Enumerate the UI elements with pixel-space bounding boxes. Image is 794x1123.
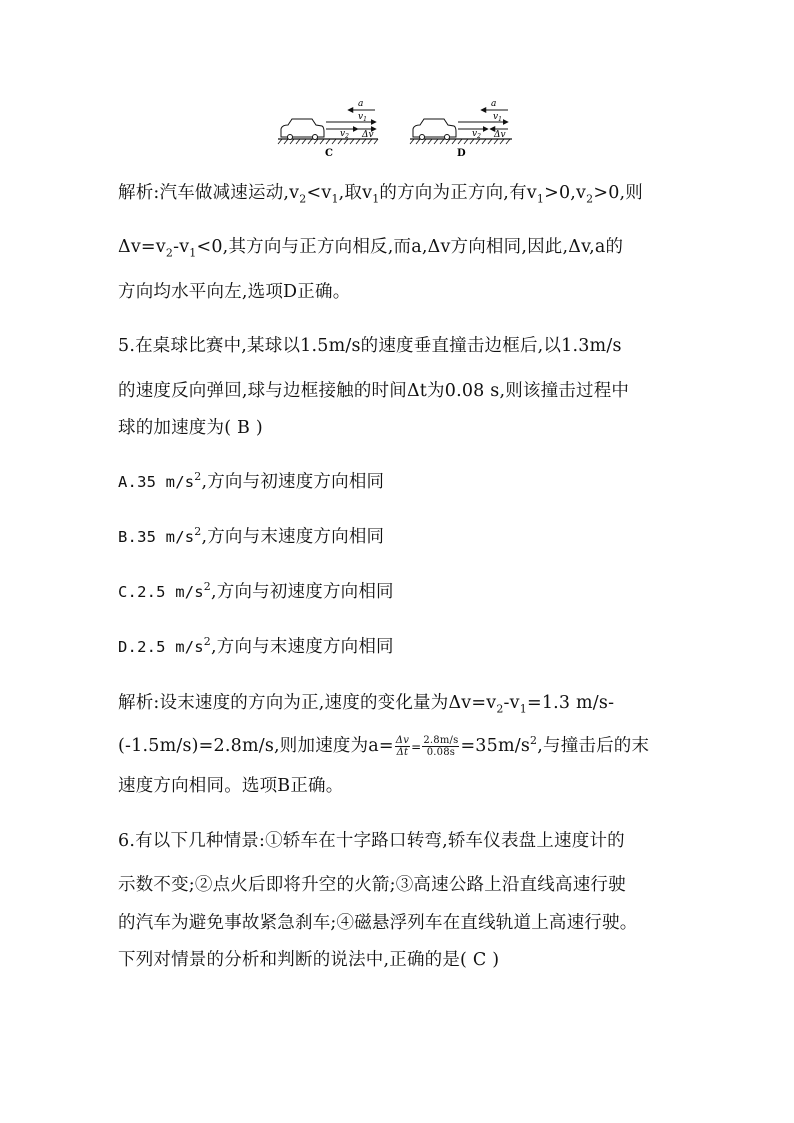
- arrow-v2-label: v: [340, 129, 346, 139]
- analysis5-line1: 解析:设末速度的方向为正,速度的变化量为$\Delta v=v_2-v_1=1.3$ m/s-: [118, 693, 615, 716]
- option-a: A.35 $m/s^2$,方向与初速度方向相同: [118, 470, 385, 492]
- analysis4-line2: $\Delta v=v_2-v_1<0$,其方向与正方向相反,而a,Δv方向相同,因此,Δv,a的: [118, 237, 624, 260]
- label-d: D: [457, 148, 466, 159]
- svg-text:v2: $v_2$: [340, 129, 349, 140]
- svg-text:v1: $v_1$: [358, 112, 367, 123]
- arrow-v1-label: v: [493, 112, 499, 122]
- arrow-a-label: a: [358, 99, 364, 109]
- fraction-values: $\frac{2.8m/s}{0.08s}$: [423, 735, 459, 758]
- q6-line4: 下列对情景的分析和判断的说法中,正确的是( C ): [118, 950, 500, 970]
- car-icon: [281, 119, 324, 140]
- option-d: D.2.5 $m/s^2$,方向与末速度方向相同: [118, 635, 394, 657]
- q5-line1: 5.在桌球比赛中,某球以1.5m/s的速度垂直撞击边框后,以1.3m/s: [118, 336, 622, 356]
- velocity-diagram: [0, 92, 794, 167]
- fraction-dv-dt: $\frac{\Delta v}{\Delta t}$: [395, 735, 410, 758]
- svg-text:v2: $v_2$: [472, 129, 481, 140]
- analysis4-line3: 方向均水平向左,选项D正确。: [118, 282, 351, 302]
- analysis5-line2: (-1.5m/s)=2.8m/s,则加速度为a= $\frac{\Delta v}{\Delta t}$ = $\frac{2.8m/s}{0.08s}$ $=35m/s^2$,与撞击后的末: [118, 734, 650, 758]
- diagram-c: [278, 99, 378, 159]
- q6-line1: 6.有以下几种情景:①轿车在十字路口转弯,轿车仪表盘上速度计的: [118, 831, 625, 851]
- q6-line3: 的汽车为避免事故紧急刹车;④磁悬浮列车在直线轨道上高速行驶。: [118, 913, 638, 933]
- analysis5-line3: 速度方向相同。选项B正确。: [118, 776, 344, 796]
- arrow-a-label: a: [491, 99, 497, 109]
- svg-text:v1: $v_1$: [493, 112, 502, 123]
- option-c: C.2.5 $m/s^2$,方向与初速度方向相同: [118, 580, 394, 602]
- analysis4-line1: 解析:汽车做减速运动$,v_2<v_1$,取$v_1$的方向为正方向,有$v_1>0,v_2>0$,则: [118, 183, 644, 206]
- label-c: C: [325, 148, 333, 159]
- arrow-v1-label: v: [358, 112, 364, 122]
- q6-line2: 示数不变;②点火后即将升空的火箭;③高速公路上沿直线高速行驶: [118, 875, 626, 895]
- arrow-dv-label: Δv: [494, 130, 506, 140]
- option-b: B.35 $m/s^2$,方向与末速度方向相同: [118, 525, 385, 547]
- q5-line3: 球的加速度为( B ): [118, 418, 263, 438]
- arrow-dv-label: Δv: [362, 130, 374, 140]
- arrow-v2-label: v: [472, 129, 478, 139]
- diagram-d: [410, 99, 512, 159]
- car-icon: [413, 119, 456, 140]
- q5-line2: 的速度反向弹回,球与边框接触的时间Δt为0.08 s,则该撞击过程中: [118, 381, 630, 401]
